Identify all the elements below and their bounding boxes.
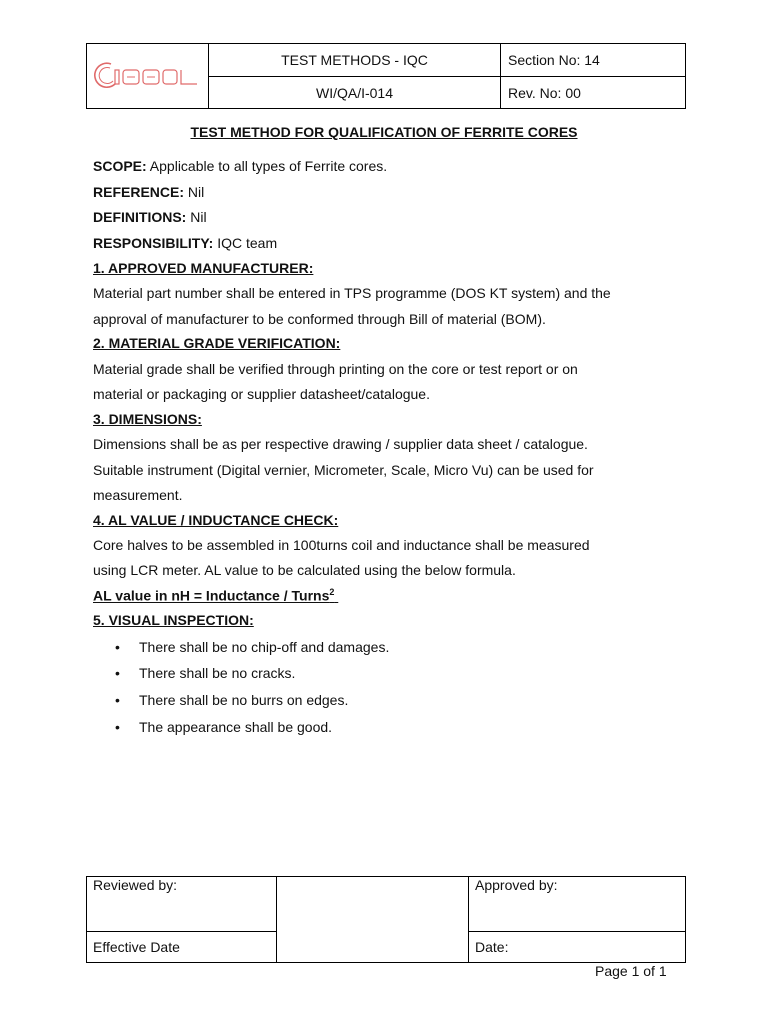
footer-table <box>86 876 686 963</box>
scope-line <box>93 158 387 174</box>
section-3-line: Suitable instrument (Digital vernier, Micrometer, Scale, Micro Vu) can be used for <box>93 462 594 478</box>
section-2-heading: 2. MATERIAL GRADE VERIFICATION: <box>93 335 341 351</box>
reference-line <box>93 184 204 200</box>
company-logo-icon <box>93 60 203 90</box>
reference-text: Nil <box>184 184 205 200</box>
formula-superscript: 2 <box>329 587 335 597</box>
section-1-line: Material part number shall be entered in TPS programme (DOS KT system) and the <box>93 285 611 301</box>
scope-text: Applicable to all types of Ferrite cores. <box>146 158 388 174</box>
date-label: Date: <box>469 931 686 962</box>
section-1-heading: 1. APPROVED MANUFACTURER: <box>93 260 314 276</box>
section-4-line: Core halves to be assembled in 100turns coil and inductance shall be measured <box>93 537 590 553</box>
definitions-label: DEFINITIONS: <box>93 209 187 225</box>
section-4-heading: 4. AL VALUE / INDUCTANCE CHECK: <box>93 512 339 528</box>
page-number: Page 1 of 1 <box>595 963 667 979</box>
definitions-text: Nil <box>186 209 207 225</box>
section-3-line: measurement. <box>93 487 183 503</box>
definitions-line <box>93 209 207 225</box>
bullet-icon: • <box>115 665 120 681</box>
bullet-icon: • <box>115 692 120 708</box>
bullet-item: There shall be no burrs on edges. <box>139 692 349 708</box>
section-3-line: Dimensions shall be as per respective drawing / supplier data sheet / catalogue. <box>93 436 588 452</box>
responsibility-line <box>93 235 277 251</box>
section-2-line: Material grade shall be verified through printing on the core or test report or on <box>93 361 578 377</box>
header-table <box>86 43 686 109</box>
formula-text: AL value in nH = Inductance / Turns <box>93 587 330 604</box>
bullet-item: There shall be no cracks. <box>139 665 296 681</box>
responsibility-text: IQC team <box>213 235 278 251</box>
revision-number: Rev. No: 00 <box>501 77 686 109</box>
formula <box>93 587 338 604</box>
reference-label: REFERENCE: <box>93 184 185 200</box>
bullet-icon: • <box>115 639 120 655</box>
document-title: TEST METHOD FOR QUALIFICATION OF FERRITE CORES <box>190 124 578 140</box>
section-4-line: using LCR meter. AL value to be calculated using the below formula. <box>93 562 516 578</box>
reviewed-by: Reviewed by: <box>87 877 277 932</box>
responsibility-label: RESPONSIBILITY: <box>93 235 214 251</box>
bullet-icon: • <box>115 719 120 735</box>
doc-number: WI/QA/I-014 <box>209 77 501 109</box>
section-1-line: approval of manufacturer to be conformed through Bill of material (BOM). <box>93 311 546 327</box>
section-5-heading: 5. VISUAL INSPECTION: <box>93 612 254 628</box>
header-title: TEST METHODS - IQC <box>209 44 501 77</box>
section-3-heading: 3. DIMENSIONS: <box>93 411 202 427</box>
bullet-item: The appearance shall be good. <box>139 719 333 735</box>
bullet-item: There shall be no chip-off and damages. <box>139 639 390 655</box>
section-2-line: material or packaging or supplier datasheet/catalogue. <box>93 386 430 402</box>
approved-by: Approved by: <box>469 877 686 932</box>
signature-cell <box>277 877 469 963</box>
scope-label: SCOPE: <box>93 158 147 174</box>
effective-date: Effective Date <box>87 931 277 962</box>
logo-cell <box>87 44 209 109</box>
section-number: Section No: 14 <box>501 44 686 77</box>
